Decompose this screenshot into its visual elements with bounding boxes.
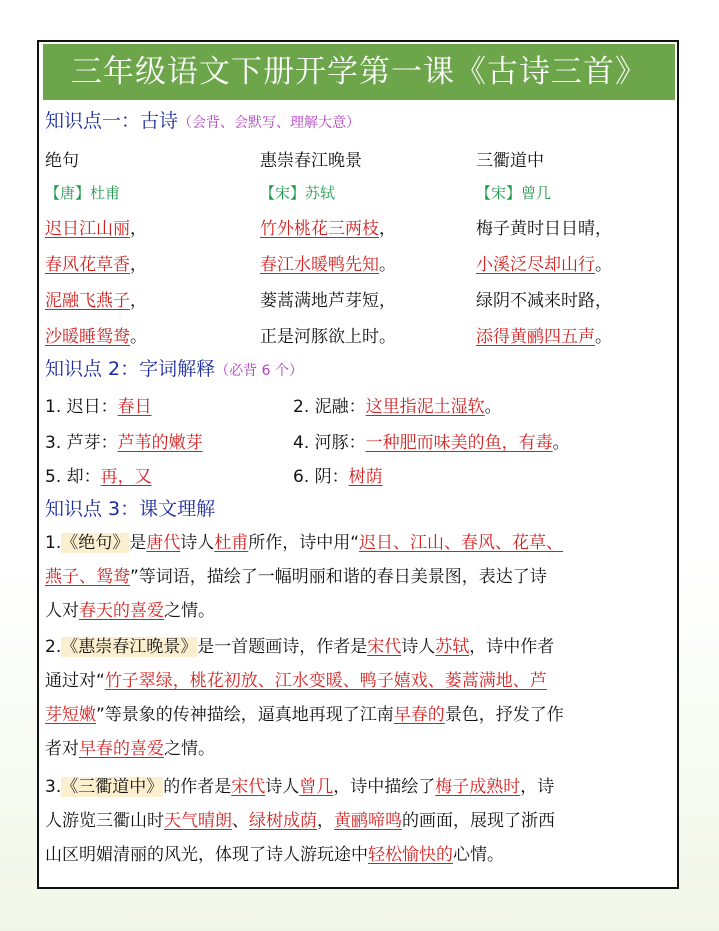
paragraph-2: 2.《惠崇春江晚景》是一首题画诗，作者是宋代诗人苏轼，诗中作者 通过对“竹子翠绿，桃花初放、江水变暖、鸭子嬉戏、蒌蒿满地、芦 芽短嫩”等景象的传神描绘，逼真地再现了江南早春的景色，抒发了作 者对早春的喜爱之情。 <box>45 637 564 759</box>
word-item: 4. 河豚：一种肥而味美的鱼，有毒。 <box>293 433 570 453</box>
poem-author-1: 【唐】杜甫 <box>45 184 121 202</box>
poem-line: 迟日江山丽， <box>45 219 147 239</box>
section-heading-words <box>45 354 303 381</box>
word-item: 2. 泥融：这里指泥土湿软。 <box>293 397 502 417</box>
poem-title-1: 绝句 <box>45 151 79 171</box>
word-item: 6. 阴：树荫 <box>293 467 383 487</box>
poem-author-2: 【宋】苏轼 <box>260 184 336 202</box>
poem-author-3: 【宋】曾几 <box>476 184 552 202</box>
poem-line: 泥融飞燕子， <box>45 291 147 311</box>
poem-line: 春风花草香， <box>45 255 147 275</box>
poem-line: 添得黄鹂四五声。 <box>476 327 612 347</box>
poem-line: 沙暖睡鸳鸯。 <box>45 327 147 347</box>
word-item: 1. 迟日：春日 <box>45 397 152 417</box>
section-heading-understanding <box>45 494 215 521</box>
word-item: 3. 芦芽：芦苇的嫩芽 <box>45 433 203 453</box>
section-heading-poems <box>45 106 360 133</box>
lesson-card <box>37 40 679 889</box>
paragraph-3: 3.《三衢道中》的作者是宋代诗人曾几，诗中描绘了梅子成熟时，诗 人游览三衢山时天气晴朗、绿树成荫，黄鹂啼鸣的画面，展现了浙西 山区明媚清丽的风光，体现了诗人游玩途中轻松愉快的心情。 <box>45 777 555 865</box>
heading-text: 知识点 3：课文理解 <box>45 498 216 520</box>
poem-line: 蒌蒿满地芦芽短， <box>260 291 396 311</box>
heading-text: 知识点 2：字词解释 <box>45 358 216 380</box>
poem-title-3: 三衢道中 <box>476 151 544 171</box>
poem-title-2: 惠崇春江晚景 <box>260 151 362 171</box>
poem-line: 绿阴不减来时路， <box>476 291 612 311</box>
poem-line: 小溪泛尽却山行。 <box>476 255 612 275</box>
heading-note: （必背 6 个） <box>215 363 303 379</box>
poem-line: 梅子黄时日日晴， <box>476 219 612 239</box>
poem-line: 正是河豚欲上时。 <box>260 327 396 347</box>
heading-note: （会背、会默写、理解大意） <box>178 115 361 131</box>
heading-text: 知识点一：古诗 <box>45 110 179 132</box>
page-title: 三年级语文下册开学第一课《古诗三首》 <box>43 44 675 100</box>
poem-line: 春江水暖鸭先知。 <box>260 255 396 275</box>
paragraph-1: 1.《绝句》是唐代诗人杜甫所作，诗中用“迟日、江山、春风、花草、 燕子、鸳鸯”等词语，描绘了一幅明丽和谐的春日美景图，表达了诗 人对春天的喜爱之情。 <box>45 533 564 621</box>
poem-line: 竹外桃花三两枝， <box>260 219 396 239</box>
word-item: 5. 却：再，又 <box>45 467 152 487</box>
